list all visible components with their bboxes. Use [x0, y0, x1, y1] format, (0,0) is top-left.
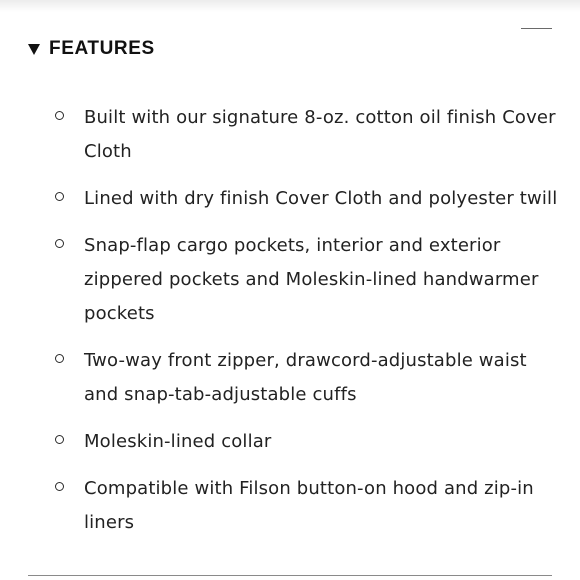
feature-text: Moleskin-lined collar — [84, 431, 272, 452]
bottom-divider — [28, 575, 552, 576]
list-item — [0, 472, 580, 540]
features-section-toggle[interactable] — [28, 38, 155, 60]
list-item — [0, 344, 580, 412]
bullet-circle-icon — [55, 111, 64, 120]
caret-down-icon — [28, 44, 40, 55]
list-item — [0, 425, 580, 459]
section-title: FEATURES — [49, 38, 155, 59]
feature-text: Built with our signature 8-oz. cotton oil finish Cover Cloth — [84, 107, 556, 162]
feature-text: Lined with dry finish Cover Cloth and polyester twill — [84, 188, 558, 209]
top-shadow — [0, 0, 580, 12]
features-list — [0, 101, 580, 553]
bullet-circle-icon — [55, 192, 64, 201]
list-item — [0, 182, 580, 216]
feature-text: Two-way front zipper, drawcord-adjustable waist and snap-tab-adjustable cuffs — [84, 350, 527, 405]
list-item — [0, 101, 580, 169]
bullet-circle-icon — [55, 239, 64, 248]
bullet-circle-icon — [55, 354, 64, 363]
feature-text: Compatible with Filson button-on hood and zip-in liners — [84, 478, 534, 533]
top-divider — [521, 28, 552, 29]
list-item — [0, 229, 580, 331]
feature-text: Snap-flap cargo pockets, interior and exterior zippered pockets and Moleskin-lined handwarmer pockets — [84, 235, 539, 324]
bullet-circle-icon — [55, 435, 64, 444]
bullet-circle-icon — [55, 482, 64, 491]
